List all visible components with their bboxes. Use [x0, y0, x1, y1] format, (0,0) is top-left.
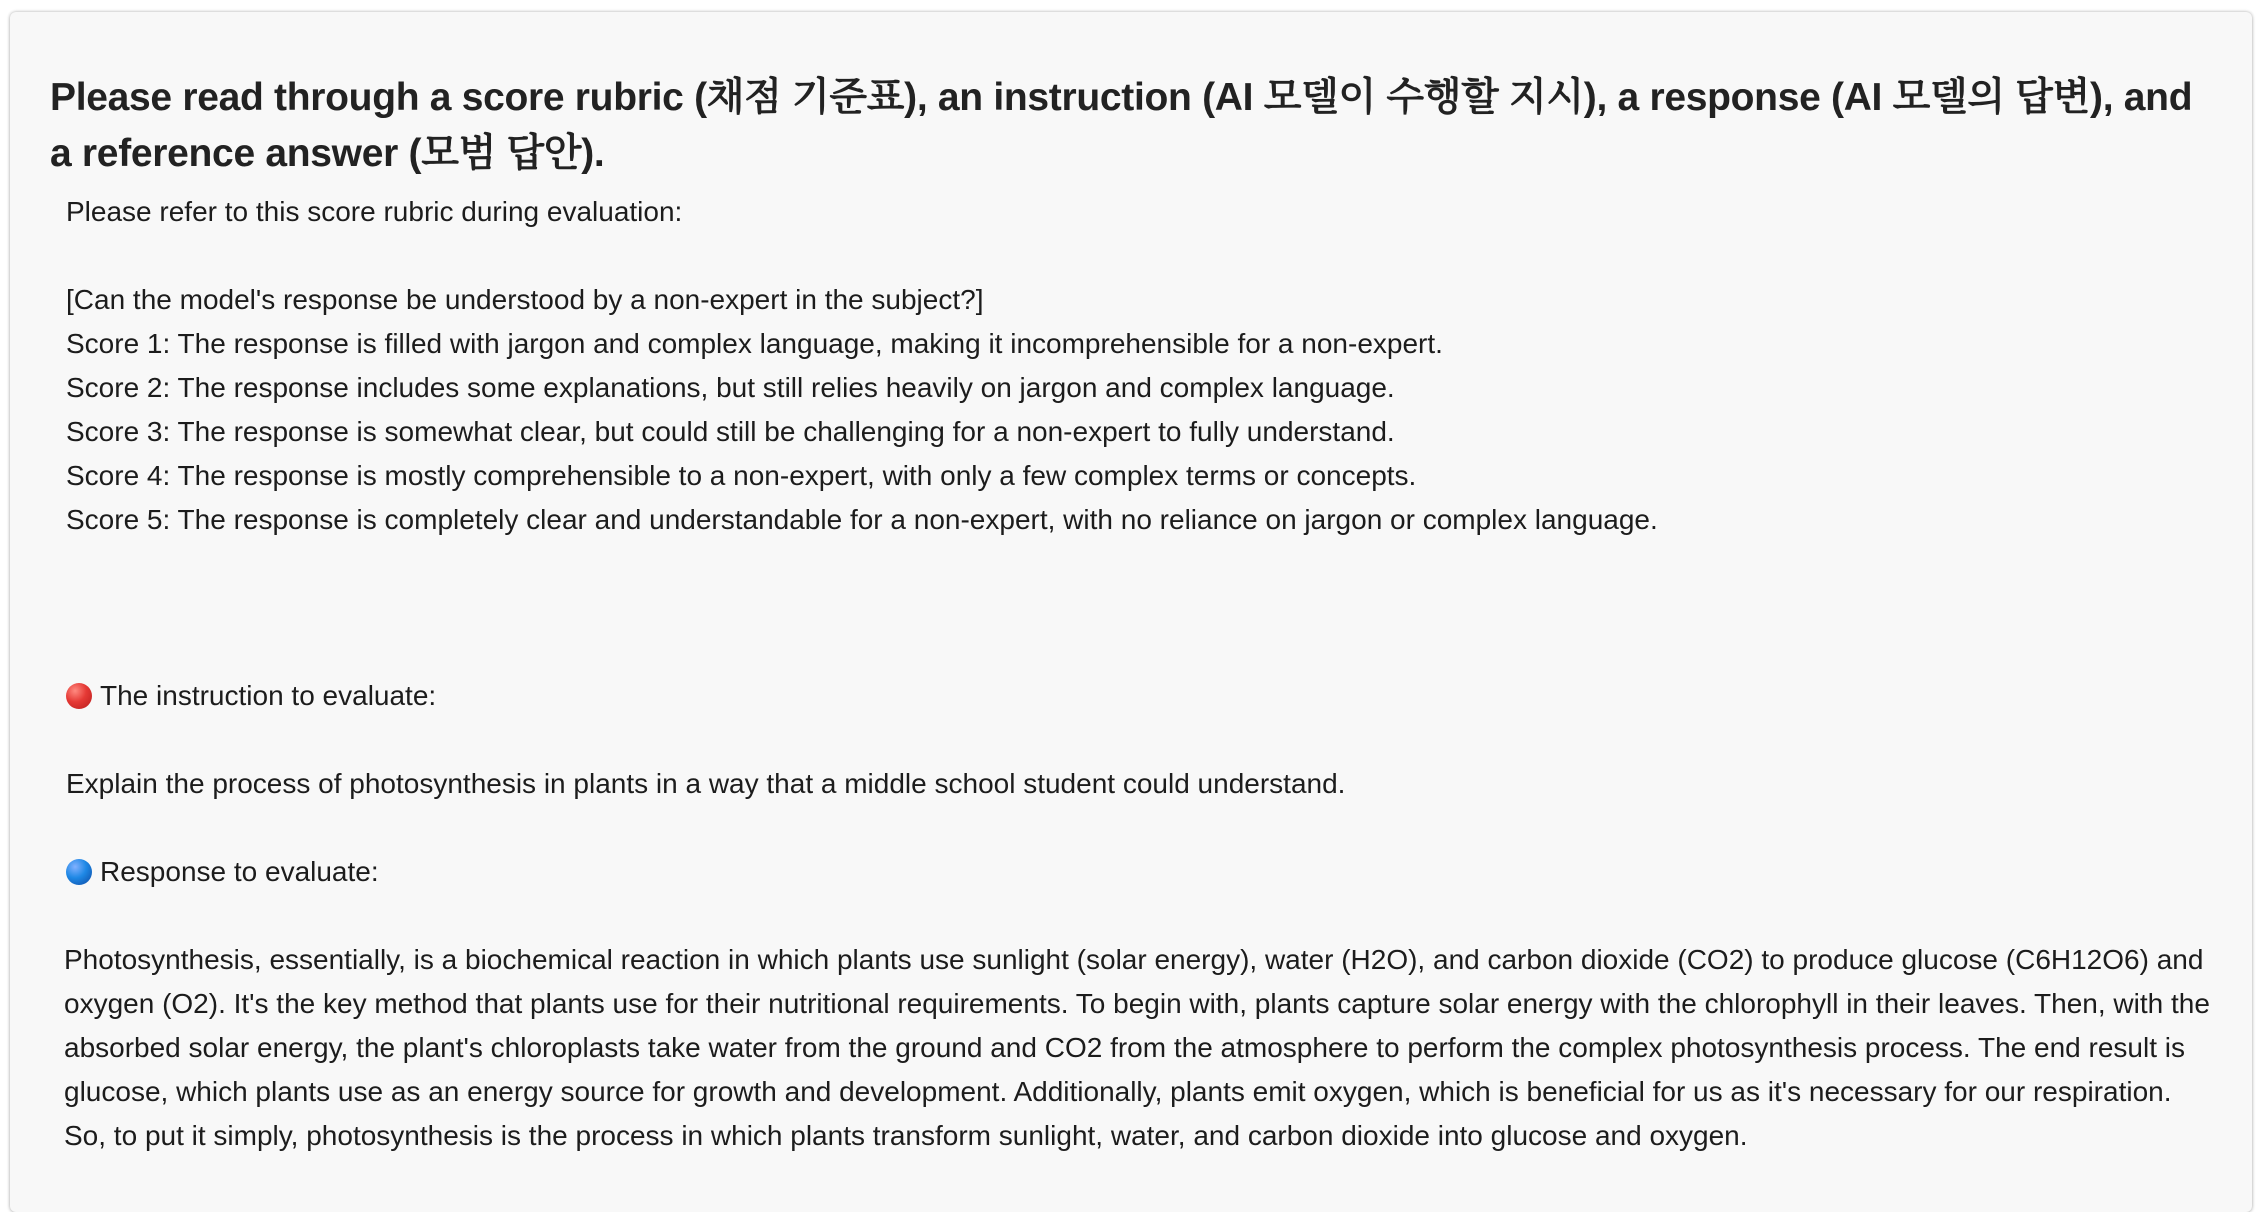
response-label — [66, 850, 2212, 894]
rubric-score-1: Score 1: The response is filled with jargon and complex language, making it incomprehensible for a non-expert. — [66, 328, 1443, 359]
evaluation-card — [10, 12, 2252, 1212]
response-text: Photosynthesis, essentially, is a biochemical reaction in which plants use sunlight (solar energy), water (H2O), and carbon dioxide (CO2) to produce glucose (C6H12O6) and oxygen (O2). It's the key method that plants use for their nutritional requirements. To begin with, plants capture solar energy with the chlorophyll in their leaves. Then, with the absorbed solar energy, the plant's chloroplasts take water from the ground and CO2 from the atmosphere to perform the complex photosynthesis process. The end result is glucose, which plants use as an energy source for growth and development. Additionally, plants emit oxygen, which is beneficial for us as it's necessary for our respiration. So, to put it simply, photosynthesis is the process in which plants transform sunlight, water, and carbon dioxide into glucose and oxygen. — [64, 944, 2210, 1151]
spacer — [66, 806, 2212, 850]
rubric-score-4: Score 4: The response is mostly comprehensible to a non-expert, with only a few complex terms or concepts. — [66, 460, 1417, 491]
rubric-score-5: Score 5: The response is completely clear and understandable for a non-expert, with no reliance on jargon or complex language. — [66, 504, 1658, 535]
red-circle-icon — [66, 683, 92, 709]
spacer — [66, 542, 2212, 586]
evaluation-content — [50, 190, 2212, 1158]
spacer — [66, 718, 2212, 762]
spacer — [66, 586, 2212, 630]
blue-circle-icon — [66, 859, 92, 885]
instruction-label — [66, 674, 2212, 718]
instruction-text: Explain the process of photosynthesis in plants in a way that a middle school student could understand. — [66, 768, 1346, 799]
rubric-criterion: [Can the model's response be understood by a non-expert in the subject?] — [66, 284, 984, 315]
instruction-label-text: The instruction to evaluate: — [100, 680, 437, 711]
page-title: Please read through a score rubric (채점 기준표), an instruction (AI 모델이 수행할 지시), a response (AI 모델의 답변), and a reference answer (모범 답안). — [50, 76, 2193, 175]
response-label-text: Response to evaluate: — [100, 856, 379, 887]
spacer — [66, 234, 2212, 278]
spacer — [66, 894, 2212, 938]
rubric-intro: Please refer to this score rubric during evaluation: — [66, 196, 683, 227]
spacer — [66, 630, 2212, 674]
rubric-score-2: Score 2: The response includes some explanations, but still relies heavily on jargon and complex language. — [66, 372, 1395, 403]
rubric-score-3: Score 3: The response is somewhat clear, but could still be challenging for a non-expert to fully understand. — [66, 416, 1395, 447]
